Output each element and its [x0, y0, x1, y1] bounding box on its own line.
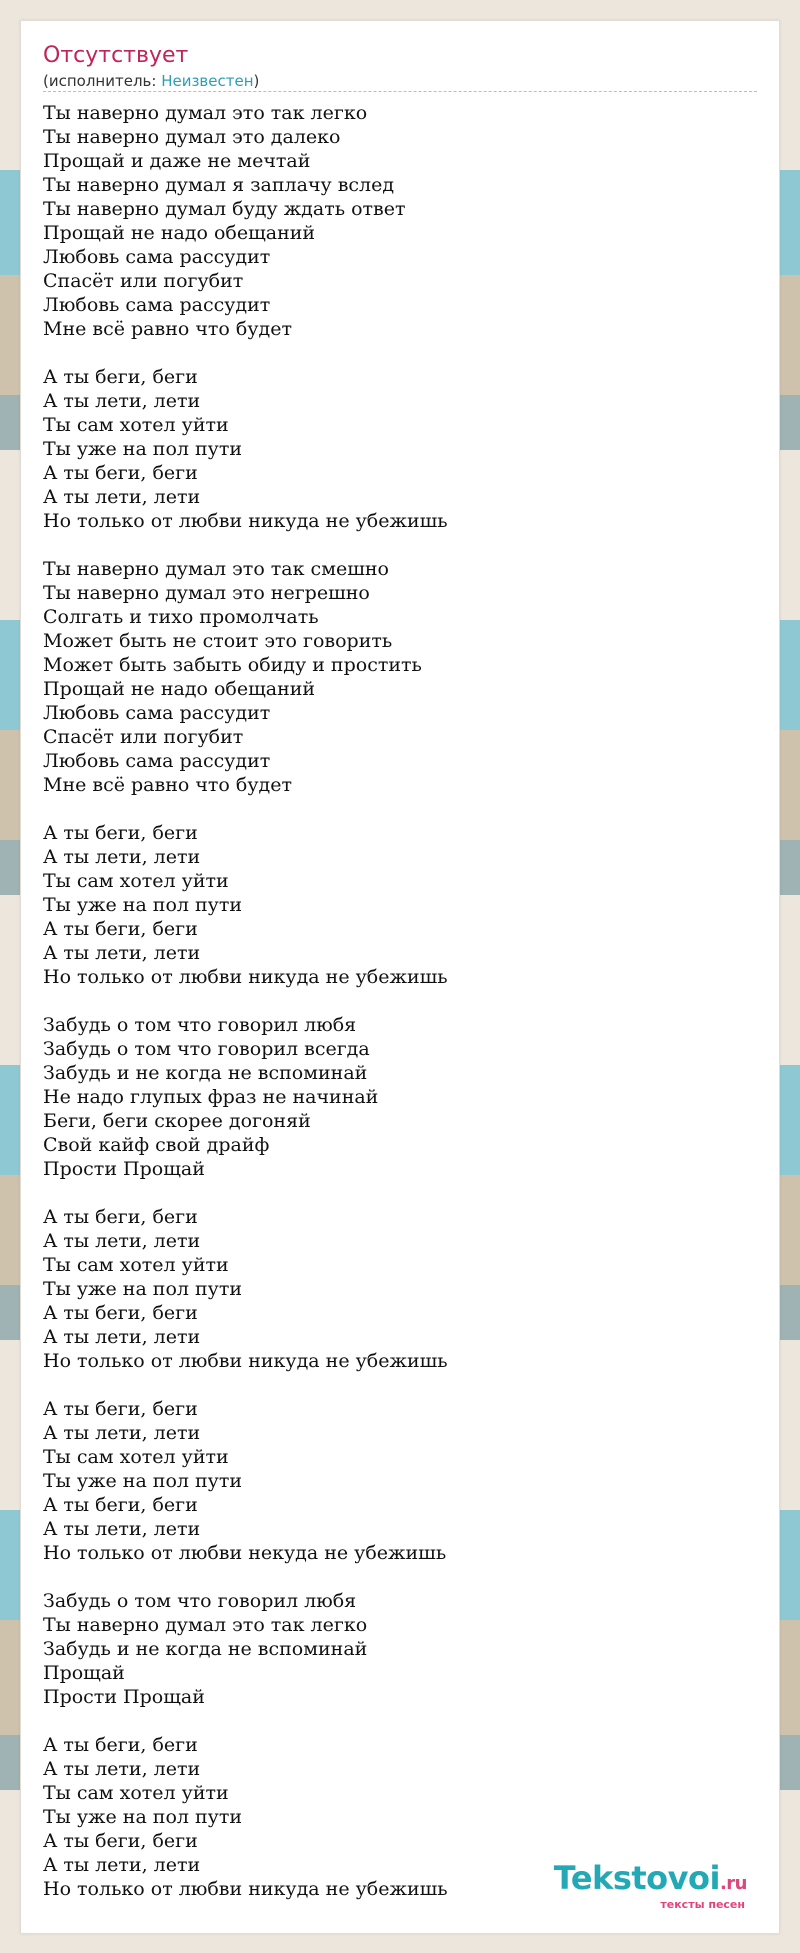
lyric-line: Ты сам хотел уйти	[43, 414, 229, 436]
lyric-line: А ты лети, лети	[43, 1854, 201, 1876]
lyric-line: Свой кайф свой драйф	[43, 1134, 270, 1156]
lyric-line: А ты лети, лети	[43, 390, 201, 412]
stanza-break	[43, 1181, 757, 1205]
lyric-line: А ты лети, лети	[43, 1230, 201, 1252]
lyric-line: Но только от любви никуда не убежишь	[43, 966, 448, 988]
lyric-line: Ты наверно думал это так легко	[43, 102, 368, 124]
logo-wordmark	[554, 1861, 747, 1901]
lyric-line: Прощай	[43, 1662, 125, 1684]
lyric-line: А ты беги, беги	[43, 1206, 198, 1228]
stanza-break	[43, 1709, 757, 1733]
lyric-line: Забудь о том что говорил любя	[43, 1014, 357, 1036]
stanza-break	[43, 1565, 757, 1589]
lyric-line: Ты наверно думал это негрешно	[43, 582, 370, 604]
lyric-line: А ты беги, беги	[43, 462, 198, 484]
lyric-line: А ты беги, беги	[43, 1734, 198, 1756]
lyric-line: Прощай не надо обещаний	[43, 678, 316, 700]
lyric-line: Любовь сама рассудит	[43, 246, 271, 268]
lyric-line: А ты беги, беги	[43, 1398, 198, 1420]
lyric-line: Но только от любви некуда не убежишь	[43, 1542, 447, 1564]
lyric-line: А ты лети, лети	[43, 1422, 201, 1444]
lyric-line: Ты сам хотел уйти	[43, 1254, 229, 1276]
lyric-line: Ты сам хотел уйти	[43, 1446, 229, 1468]
lyric-line: Забудь о том что говорил любя	[43, 1590, 357, 1612]
lyric-line: А ты лети, лети	[43, 1758, 201, 1780]
lyric-line: Спасёт или погубит	[43, 270, 244, 292]
song-header	[43, 43, 757, 92]
lyric-line: Ты сам хотел уйти	[43, 870, 229, 892]
lyric-line: Ты наверно думал это далеко	[43, 126, 341, 148]
stanza-break	[43, 797, 757, 821]
lyric-line: Прости Прощай	[43, 1686, 205, 1708]
lyric-line: Забудь о том что говорил всегда	[43, 1038, 370, 1060]
lyric-line: А ты лети, лети	[43, 1518, 201, 1540]
lyrics-text	[43, 101, 757, 1901]
lyric-line: Ты уже на пол пути	[43, 1806, 243, 1828]
lyric-line: Солгать и тихо промолчать	[43, 606, 319, 628]
lyric-line: А ты беги, беги	[43, 822, 198, 844]
lyric-line: Любовь сама рассудит	[43, 750, 271, 772]
lyric-line: А ты лети, лети	[43, 1326, 201, 1348]
lyric-line: Может быть забыть обиду и простить	[43, 654, 422, 676]
lyric-line: Но только от любви никуда не убежишь	[43, 1350, 448, 1372]
performer-suffix: )	[253, 72, 260, 90]
lyric-line: Мне всё равно что будет	[43, 318, 292, 340]
lyric-line: Прости Прощай	[43, 1158, 205, 1180]
stanza-break	[43, 1373, 757, 1397]
lyric-line: Спасёт или погубит	[43, 726, 244, 748]
lyric-line: А ты беги, беги	[43, 1830, 198, 1852]
logo-tld: .ru	[719, 1873, 747, 1894]
stanza-break	[43, 341, 757, 365]
lyric-line: А ты беги, беги	[43, 1494, 198, 1516]
performer-prefix: (исполнитель:	[43, 72, 162, 90]
performer-line	[43, 71, 757, 91]
lyric-line: Забудь и не когда не вспоминай	[43, 1638, 368, 1660]
lyric-line: А ты беги, беги	[43, 1302, 198, 1324]
lyric-line: А ты лети, лети	[43, 846, 201, 868]
lyric-line: Ты уже на пол пути	[43, 1278, 243, 1300]
lyric-line: Может быть не стоит это говорить	[43, 630, 393, 652]
stanza-break	[43, 533, 757, 557]
performer-link[interactable]: Неизвестен	[161, 72, 254, 90]
stanza-break	[43, 989, 757, 1013]
lyric-line: Ты уже на пол пути	[43, 1470, 243, 1492]
lyric-line: А ты лети, лети	[43, 942, 201, 964]
lyric-line: Беги, беги скорее догоняй	[43, 1110, 311, 1132]
lyric-line: А ты лети, лети	[43, 486, 201, 508]
lyric-line: Ты наверно думал буду ждать ответ	[43, 198, 406, 220]
lyric-line: Прощай не надо обещаний	[43, 222, 316, 244]
lyric-line: Прощай и даже не мечтай	[43, 150, 311, 172]
lyric-line: Но только от любви никуда не убежишь	[43, 1878, 448, 1900]
lyric-line: Ты наверно думал это так смешно	[43, 558, 389, 580]
lyric-line: Не надо глупых фраз не начинай	[43, 1086, 379, 1108]
lyric-line: Ты уже на пол пути	[43, 894, 243, 916]
lyric-line: Забудь и не когда не вспоминай	[43, 1062, 368, 1084]
lyric-line: Ты сам хотел уйти	[43, 1782, 229, 1804]
lyrics-card	[20, 20, 780, 1934]
lyric-line: Любовь сама рассудит	[43, 294, 271, 316]
lyric-line: Ты уже на пол пути	[43, 438, 243, 460]
site-logo[interactable]	[554, 1861, 747, 1911]
lyric-line: Ты наверно думал я заплачу вслед	[43, 174, 395, 196]
song-title: Отсутствует	[43, 43, 189, 68]
logo-main-text: Tekstovoi	[553, 1859, 720, 1897]
lyric-line: Мне всё равно что будет	[43, 774, 292, 796]
lyric-line: А ты беги, беги	[43, 918, 198, 940]
lyric-line: Любовь сама рассудит	[43, 702, 271, 724]
logo-tagline: тексты песен	[660, 1898, 745, 1911]
lyric-line: Ты наверно думал это так легко	[43, 1614, 368, 1636]
lyric-line: А ты беги, беги	[43, 366, 198, 388]
lyric-line: Но только от любви никуда не убежишь	[43, 510, 448, 532]
